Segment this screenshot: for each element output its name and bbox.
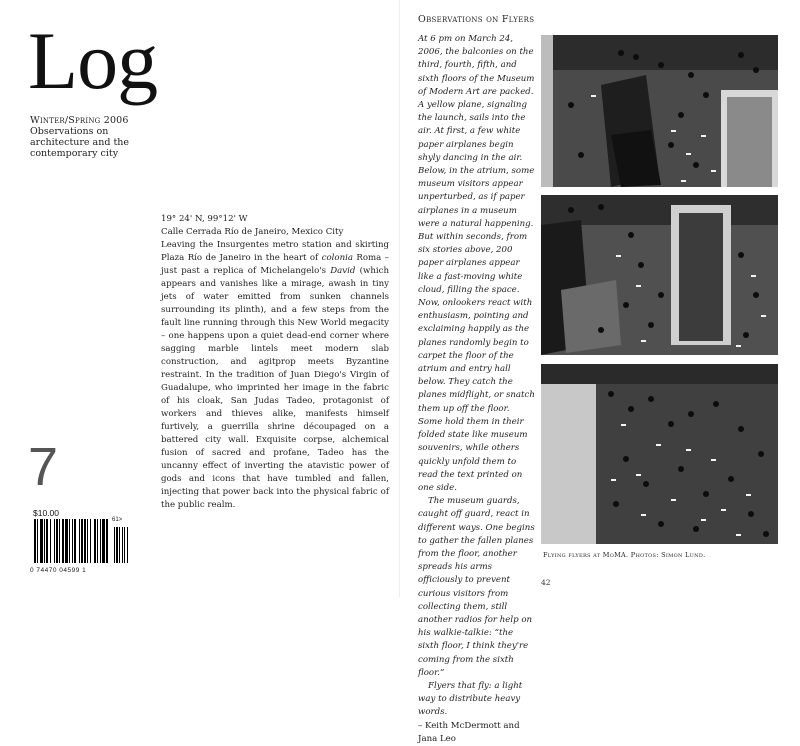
atrium-photo-3 (541, 364, 778, 544)
story-authors: – Keith McDermott and Jana Leo (418, 720, 520, 744)
barcode-addon-bar (127, 527, 128, 563)
price-label: $10.00 (33, 508, 59, 518)
issue-season: Winter/Spring 2006 (30, 115, 129, 126)
story-paragraph-2: The museum guards, caught off guard, react in different ways. One begins to gather the fallen planes from the floor, another spreads his arms officiously to prevent curious visitors from collecting them, still another radios for help on his walkie-talkie: “the sixth floor, I think they're coming from the sixth floor.” (418, 496, 535, 678)
issue-info (30, 115, 160, 159)
left-article (161, 213, 389, 512)
article-body (161, 239, 389, 512)
right-article (418, 33, 536, 746)
barcode-addon-bars (114, 527, 128, 563)
article-body-text-2: Roma – just past a replica of Michelangelo's (161, 253, 389, 276)
photo-caption: Flying flyers at MoMA. Photos: Simon Lund. (543, 551, 706, 559)
issue-number: 7 (28, 437, 59, 497)
article-body-text-1: Leaving the Insurgentes metro station and skirting Plaza Río de Janeiro in the heart of (161, 240, 389, 263)
left-page (0, 0, 400, 597)
barcode (28, 519, 128, 577)
barcode-addon (114, 519, 130, 567)
story-tagline: Flyers that fly: a light way to distribute heavy words. (418, 680, 523, 718)
article-body-italic-2: David (330, 266, 356, 276)
magazine-subtitle: Observations on architecture and the contemporary city (30, 126, 130, 159)
barcode-number: 0 74470 04599 1 (30, 567, 87, 574)
magazine-logo: Log (28, 15, 158, 106)
barcode-bars (34, 519, 112, 567)
barcode-addon-label: 61> (112, 517, 123, 523)
story-paragraph-1: At 6 pm on March 24, 2006, the balconies on the third, fourth, fifth, and sixth floors of the Museum of Modern Art are packed. A yellow plane, signaling the launch, sails into the air. At first, a few white paper airplanes begin shyly dancing in the air. Below, in the atrium, some museum visitors appear unperturbed, as if paper airplanes in a museum were a natural happening. But within seconds, from six stories above, 200 paper airplanes appear like a fast-moving white cloud, filling the space. Now, onlookers react with enthusiasm, pointing and exclaiming happily as the planes randomly begin to carpet the floor of the atrium and entry hall below. They catch the planes midflight, or snatch them up off the floor. Some hold them in their folded state like museum souvenirs, while others quickly unfold them to read the text printed on one side. (418, 34, 535, 493)
atrium-photo-1 (541, 35, 778, 187)
article-body-italic-1: colonia (321, 253, 353, 263)
article-coordinates: 19° 24' N, 99°12' W (161, 214, 248, 224)
article-body-text-3: (which appears and vanishes like a mirage, awash in tiny jets of water emitted from sunken channels surrounding its plinth), and a few steps from the fault line running through this New World megacity – one happens upon a quiet dead-end corner where sagging marble lintels meet modern slab construction, and agitprop meets Byzantine restraint. In the tradition of Juan Diego's Virgin of Guadalupe, who imprinted her image in the fabric of his cloak, San Judas Tadeo, protagonist of workers and thieves alike, manifests himself furtively, a guerrilla shrine découpaged on a battered city wall. Exquisite corpse, alchemical fusion of sacred and profane, Tadeo has the uncanny effect of inverting the atavistic power of gods and icons that have tumbled and fallen, injecting that power back into the physical fabric of the public realm. (161, 266, 390, 510)
atrium-photo-2 (541, 195, 778, 355)
barcode-bar (108, 519, 109, 563)
section-title: Observations on Flyers (418, 14, 535, 25)
article-location: Calle Cerrada Río de Janeiro, Mexico City (161, 227, 344, 237)
page-number: 42 (541, 578, 551, 587)
